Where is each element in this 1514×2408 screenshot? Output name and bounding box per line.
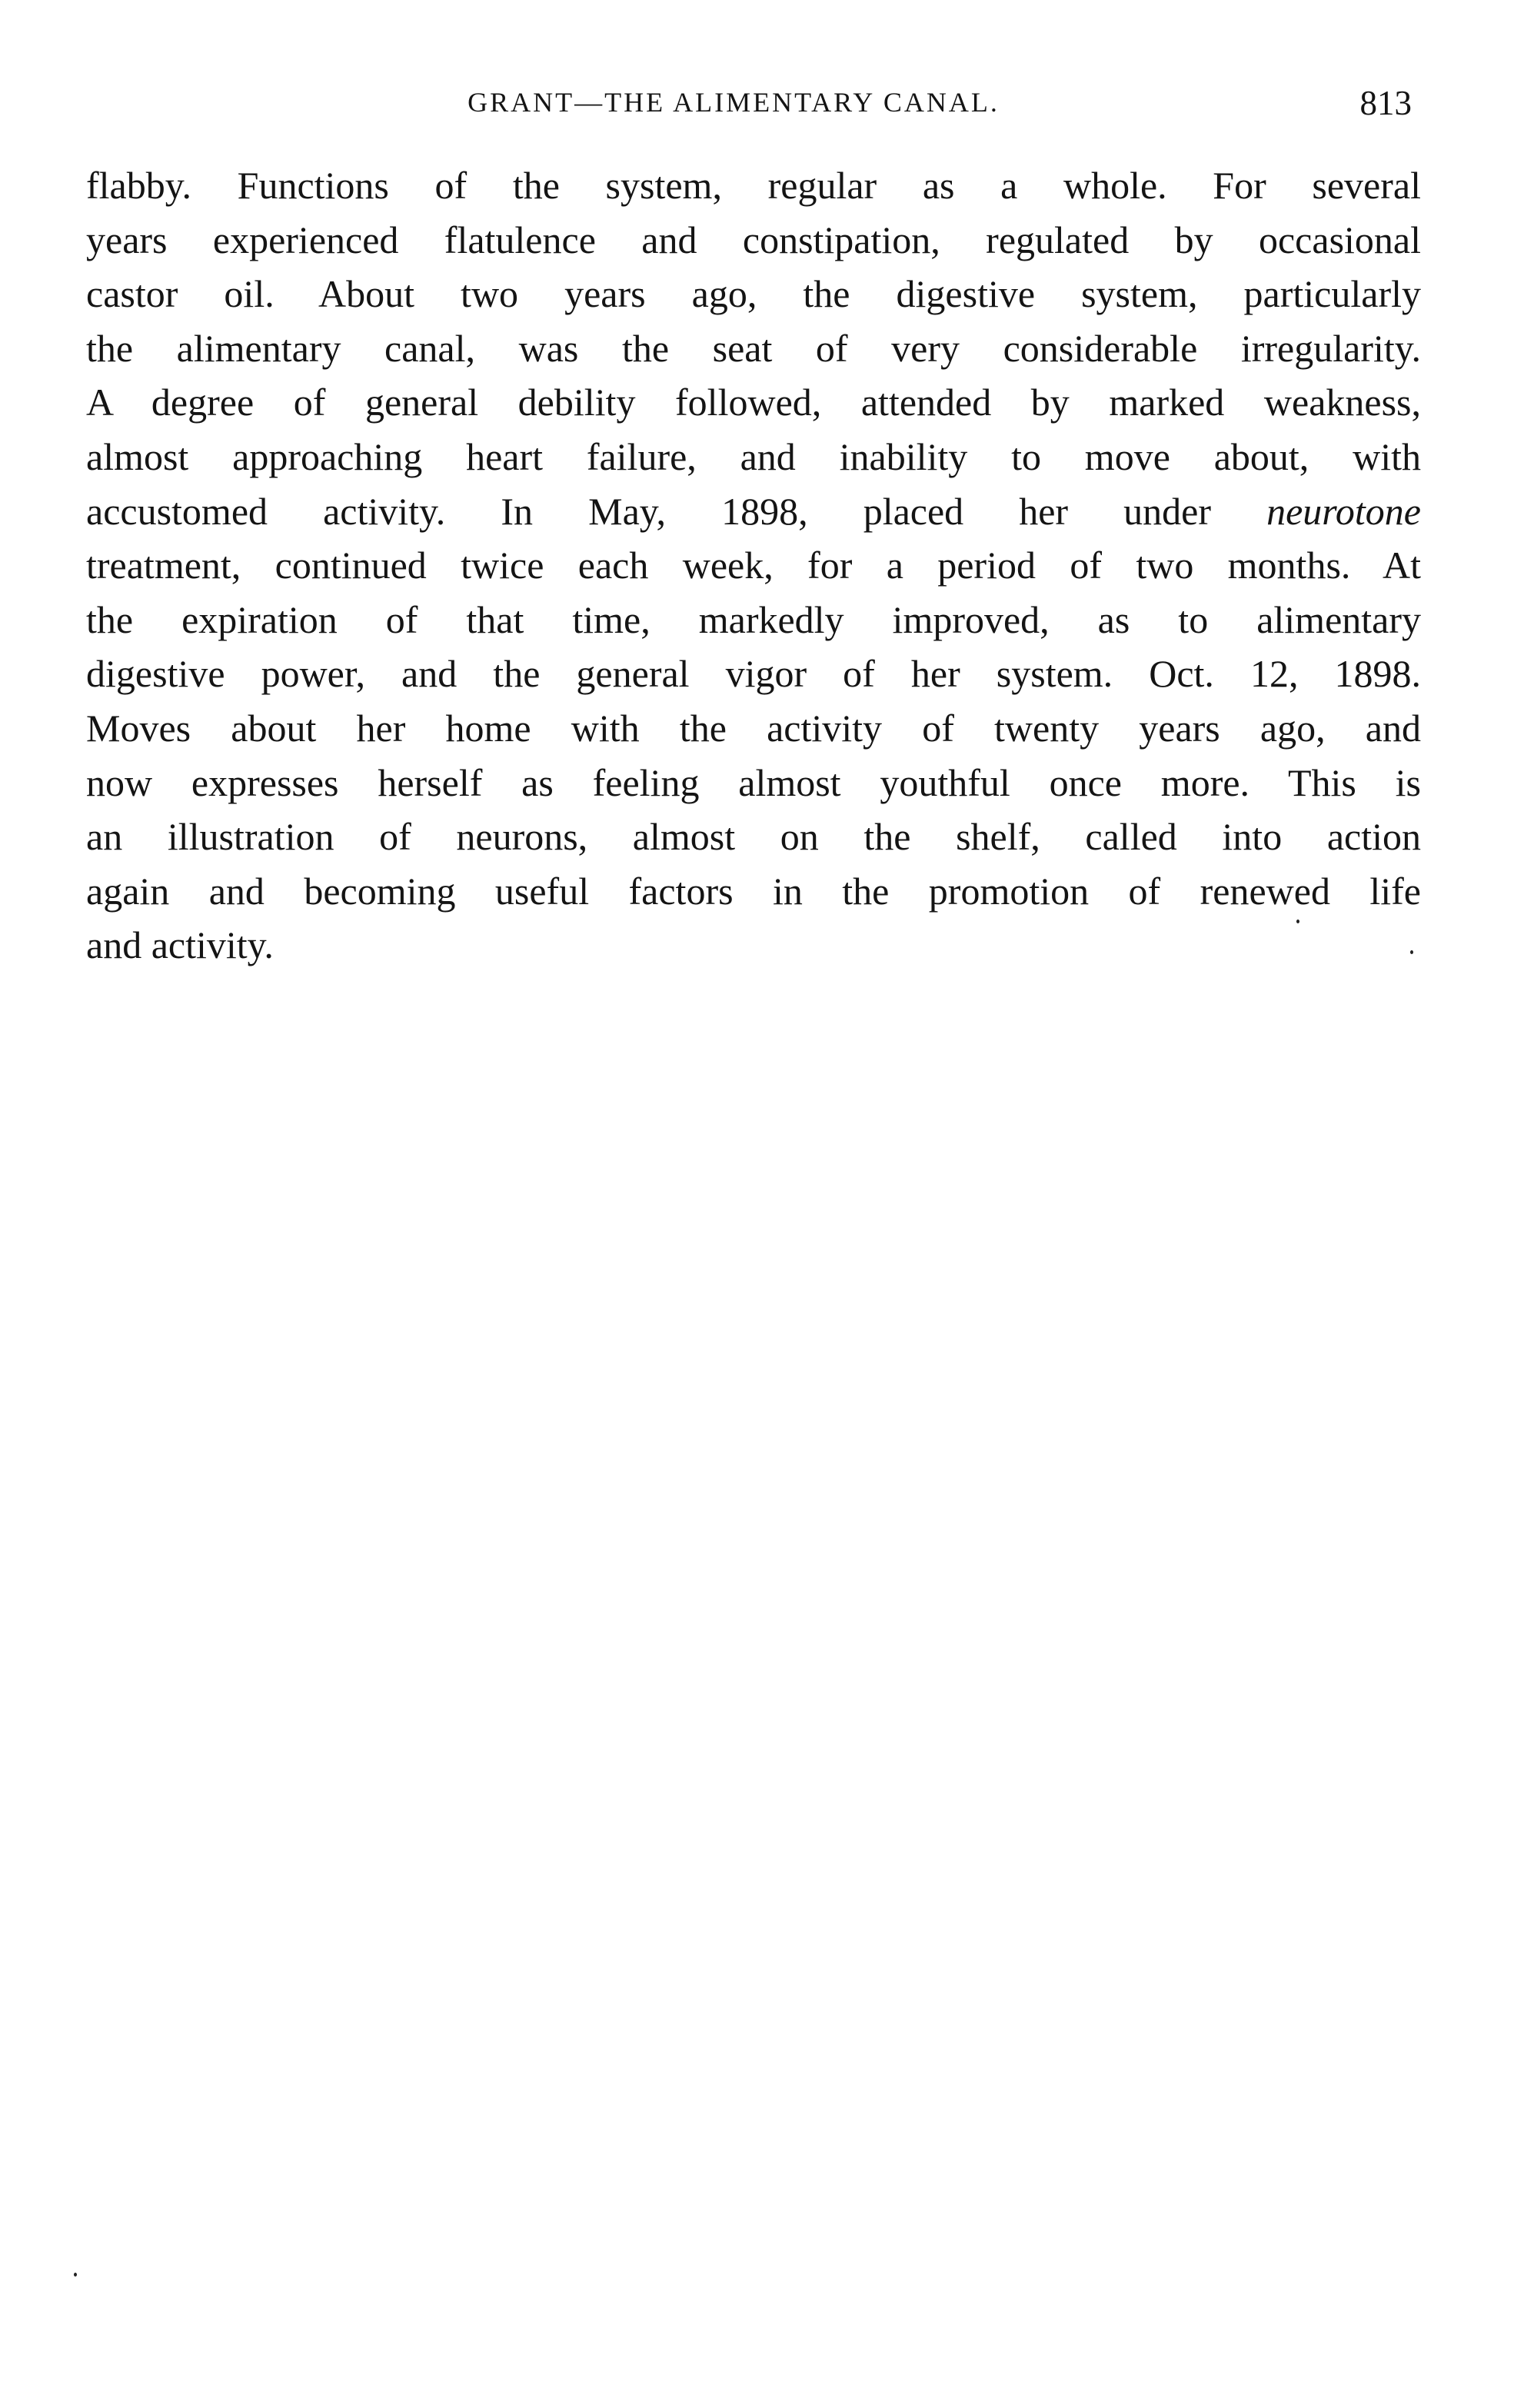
text-line: the expiration of that time, markedly improved, as to alimentary: [86, 597, 1421, 641]
text-line: flabby. Functions of the system, regular as a whole. For several: [86, 164, 1421, 207]
scan-speck: [1296, 920, 1299, 923]
running-head: [175, 86, 1421, 132]
page-number: 813: [1359, 84, 1412, 122]
running-title: GRANT—THE ALIMENTARY CANAL.: [468, 87, 1000, 118]
text-line: now expresses herself as feeling almost youthful once more. This is: [86, 760, 1421, 804]
scan-speck: [74, 2273, 77, 2277]
text-line: treatment, continued twice each week, for a period of two months. At: [86, 544, 1421, 587]
text-line-last: and activity.: [86, 923, 274, 967]
text-line: A degree of general debility followed, attended by marked weakness,: [86, 381, 1421, 424]
text-line: castor oil. About two years ago, the digestive system, particularly: [86, 272, 1421, 316]
body-paragraph: [86, 158, 1421, 973]
text-line: digestive power, and the general vigor of her system. Oct. 12, 1898.: [86, 652, 1421, 696]
text-segment: accustomed activity. In May, 1898, placed her under: [86, 489, 1212, 533]
text-line: the alimentary canal, was the seat of very considerable irregularity.: [86, 326, 1421, 370]
scan-speck: [1410, 950, 1413, 954]
text-line: [86, 484, 1421, 539]
text-line: an illustration of neurons, almost on the shelf, called into action: [86, 815, 1421, 859]
text-line: almost approaching heart failure, and inability to move about, with: [86, 434, 1421, 478]
text-line: years experienced flatulence and constipation, regulated by occasional: [86, 218, 1421, 261]
italic-term: neurotone: [1266, 489, 1421, 533]
text-line: Moves about her home with the activity of twenty years ago, and: [86, 706, 1421, 750]
text-line: again and becoming useful factors in the promotion of renewed life: [86, 869, 1421, 913]
